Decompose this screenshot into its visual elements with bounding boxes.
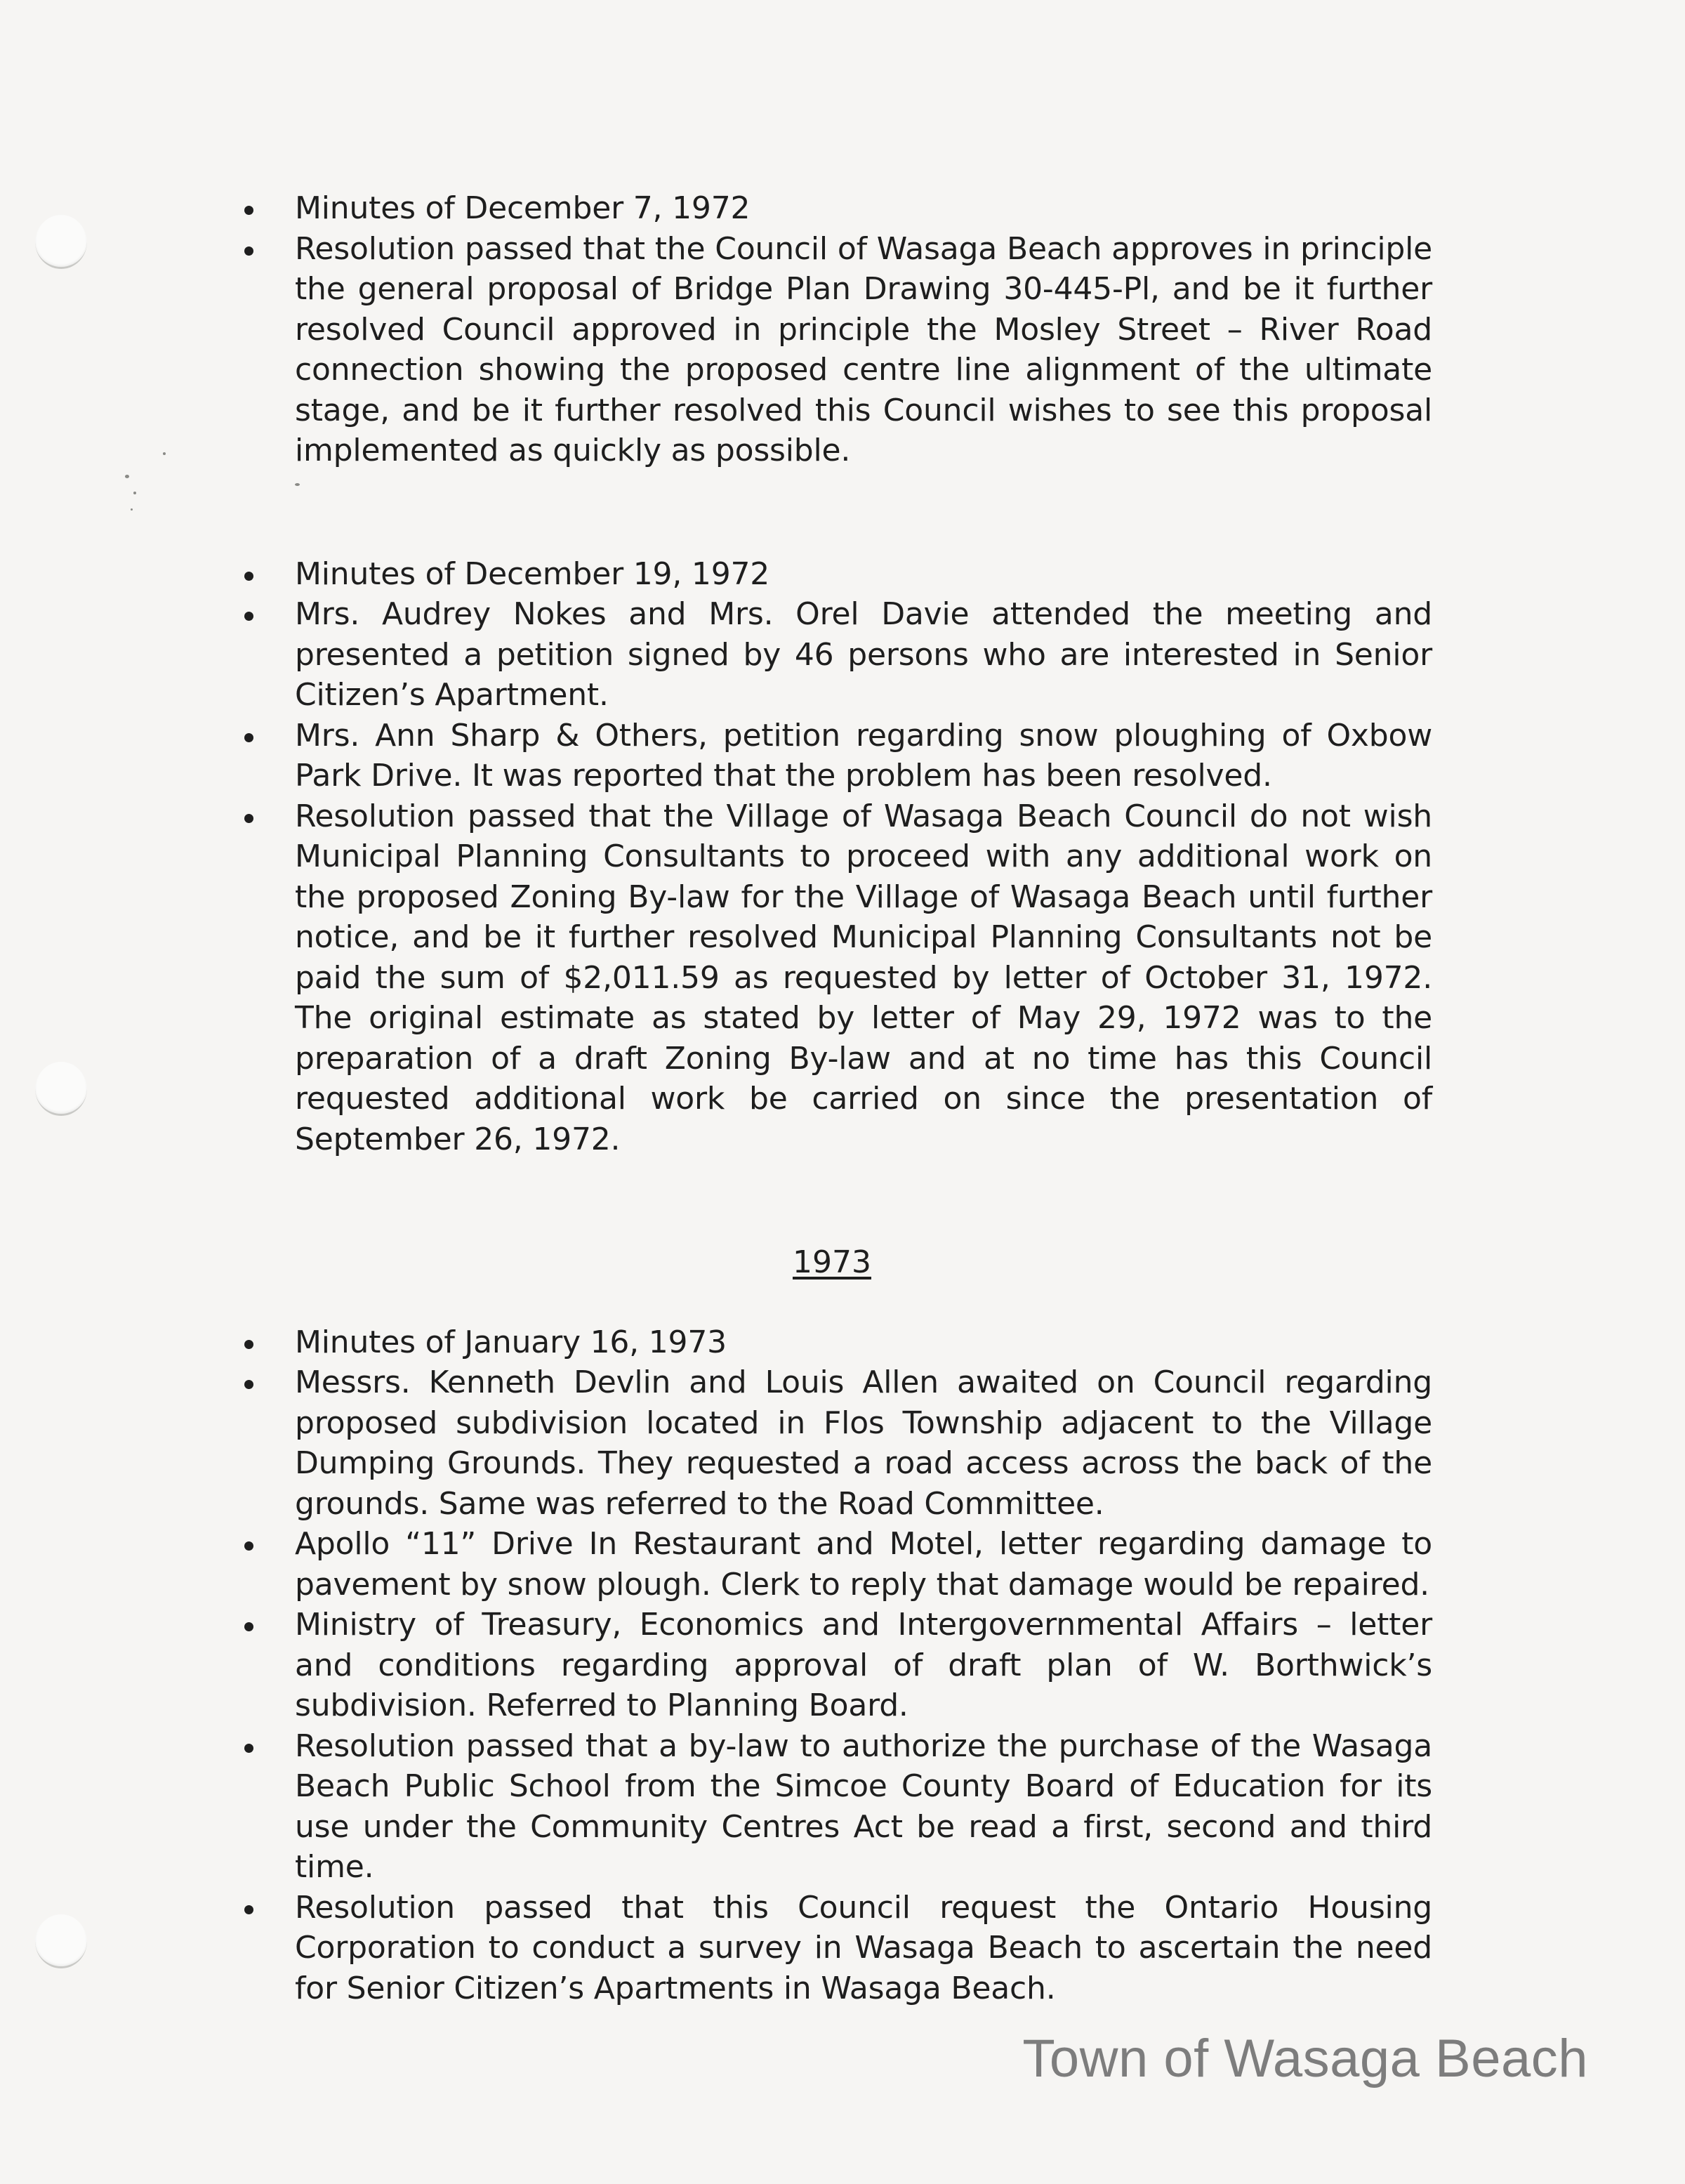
list-item-text: Mrs. Audrey Nokes and Mrs. Orel Davie attended the meeting and presented a petition signed by 46 persons who are interested in Senior Citizen’s Apartment. [295, 596, 1432, 713]
punch-hole-bottom [35, 1914, 87, 1968]
bullet-list [239, 188, 1432, 471]
bullet-icon [244, 1340, 253, 1349]
list-item-text: Resolution passed that this Council request the Ontario Housing Corporation to conduct a survey in Wasaga Beach to ascertain the need for Senior Citizen’s Apartments in Wasaga Beach. [295, 1889, 1432, 2006]
list-item-text: Resolution passed that the Village of Wasaga Beach Council do not wish Municipal Planning Consultants to proceed with any additional work on the proposed Zoning By-law for the Village of Wasaga Beach until further notice, and be it further resolved Municipal Planning Consultants not be paid the sum of $2,011.59 as requested by letter of October 31, 1972. The original estimate as stated by letter of May 29, 1972 was to the preparation of a draft Zoning By-law and at no time has this Council requested additional work be carried on since the presentation of September 26, 1972. [295, 798, 1432, 1157]
bullet-icon [244, 1744, 253, 1753]
list-item-text: Messrs. Kenneth Devlin and Louis Allen awaited on Council regarding proposed subdivision located in Flos Township adjacent to the Village Dumping Grounds. They requested a road access across the back of the grounds. Same was referred to the Road Committee. [295, 1364, 1432, 1522]
list-item-text: Minutes of December 7, 1972 [295, 190, 751, 226]
bullet-icon [244, 1905, 253, 1914]
list-item [239, 1362, 1432, 1524]
minutes-december-7-1972-section [239, 188, 1432, 471]
list-item [239, 1605, 1432, 1726]
scan-speck [163, 452, 166, 455]
bullet-icon [244, 246, 253, 256]
bullet-icon [244, 1622, 253, 1631]
bullet-icon [244, 612, 253, 621]
minutes-document [239, 188, 1432, 2008]
list-item-text: Ministry of Treasury, Economics and Intergovernmental Affairs – letter and conditions regarding approval of draft plan of W. Borthwick’s subdivision. Referred to Planning Board. [295, 1607, 1432, 1723]
list-item-text: Resolution passed that the Council of Wasaga Beach approves in principle the general proposal of Bridge Plan Drawing 30-445-Pl, and be it further resolved Council approved in principle the Mosley Street – River Road connection showing the proposed centre line alignment of the ultimate stage, and be it further resolved this Council wishes to see this proposal implemented as quickly as possible. [295, 230, 1432, 468]
year-heading: 1973 [793, 1244, 871, 1280]
bullet-icon [244, 206, 253, 215]
punch-hole-middle [35, 1062, 87, 1116]
bullet-list [239, 554, 1432, 1160]
list-item [239, 188, 1432, 229]
list-item [239, 229, 1432, 471]
list-item-text: Apollo “11” Drive In Restaurant and Motel, letter regarding damage to pavement by snow plough. Clerk to reply that damage would be repaired. [295, 1526, 1432, 1603]
list-item-text: Resolution passed that a by-law to authorize the purchase of the Wasaga Beach Public School from the Simcoe County Board of Education for its use under the Community Centres Act be read a first, second and third time. [295, 1728, 1432, 1885]
scan-speck [131, 508, 133, 511]
scan-speck [133, 492, 136, 494]
scan-speck [125, 475, 129, 478]
list-item [239, 1524, 1432, 1605]
bullet-icon [244, 1380, 253, 1389]
list-item-text: Mrs. Ann Sharp & Others, petition regarding snow ploughing of Oxbow Park Drive. It was reported that the problem has been resolved. [295, 717, 1432, 794]
list-item [239, 796, 1432, 1160]
bullet-icon [244, 1541, 253, 1551]
bullet-icon [244, 814, 253, 823]
town-of-wasaga-beach-watermark: Town of Wasaga Beach [1022, 2029, 1588, 2088]
bullet-icon [244, 733, 253, 742]
list-item [239, 1726, 1432, 1888]
bullet-list [239, 1322, 1432, 2009]
list-item [239, 1322, 1432, 1363]
list-item [239, 554, 1432, 595]
list-item-text: Minutes of January 16, 1973 [295, 1324, 727, 1360]
list-item-text: Minutes of December 19, 1972 [295, 555, 770, 592]
punch-hole-top [35, 215, 87, 269]
minutes-january-16-1973-section [239, 1322, 1432, 2009]
bullet-icon [244, 572, 253, 581]
list-item [239, 1888, 1432, 2009]
list-item [239, 716, 1432, 796]
minutes-december-19-1972-section [239, 554, 1432, 1160]
list-item [239, 594, 1432, 716]
